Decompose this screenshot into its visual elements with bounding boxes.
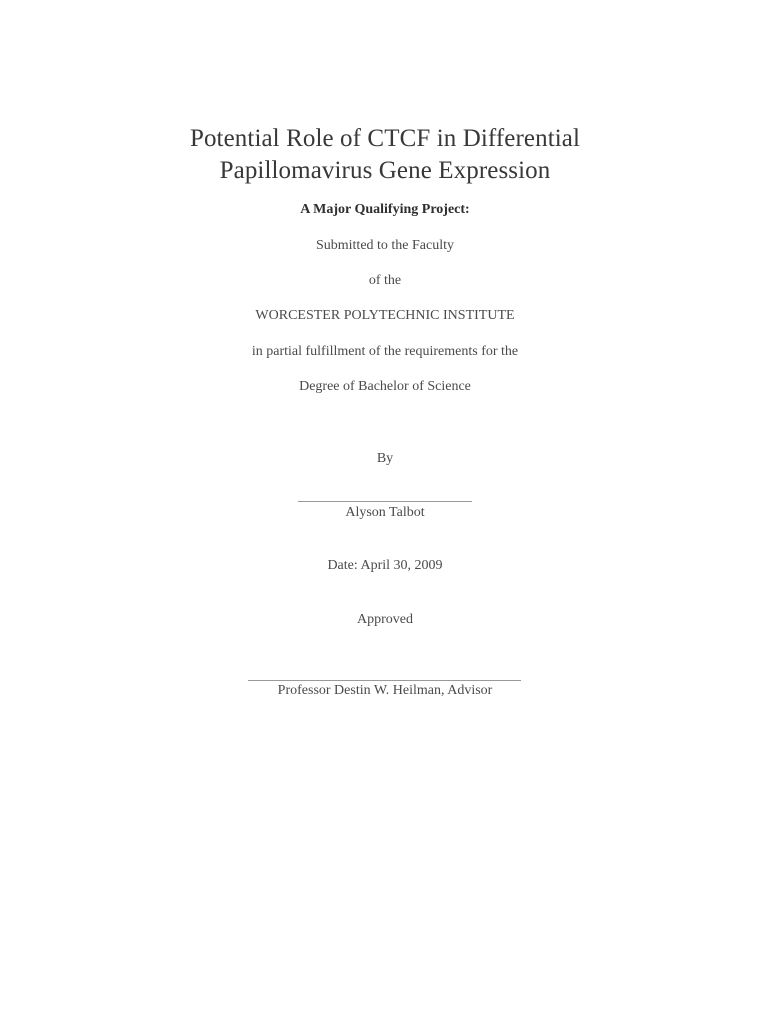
submitted-to-text: Submitted to the Faculty [315, 238, 455, 253]
date-text: Date: April 30, 2009 [327, 558, 443, 573]
title-line-2: Papillomavirus Gene Expression [219, 157, 551, 184]
advisor-signature-line [248, 680, 521, 681]
author-name: Alyson Talbot [345, 505, 425, 520]
author-signature-line [298, 501, 472, 502]
title-line-1: Potential Role of CTCF in Differential [189, 125, 581, 152]
institution-name: WORCESTER POLYTECHNIC INSTITUTE [255, 308, 515, 323]
advisor-name: Professor Destin W. Heilman, Advisor [277, 683, 493, 698]
degree-text: Degree of Bachelor of Science [299, 379, 471, 394]
approved-label: Approved [357, 612, 413, 627]
of-the-text: of the [368, 273, 402, 288]
by-label: By [376, 451, 394, 466]
partial-fulfillment-text: in partial fulfillment of the requirements for the [251, 344, 519, 359]
project-type: A Major Qualifying Project: [300, 202, 470, 217]
